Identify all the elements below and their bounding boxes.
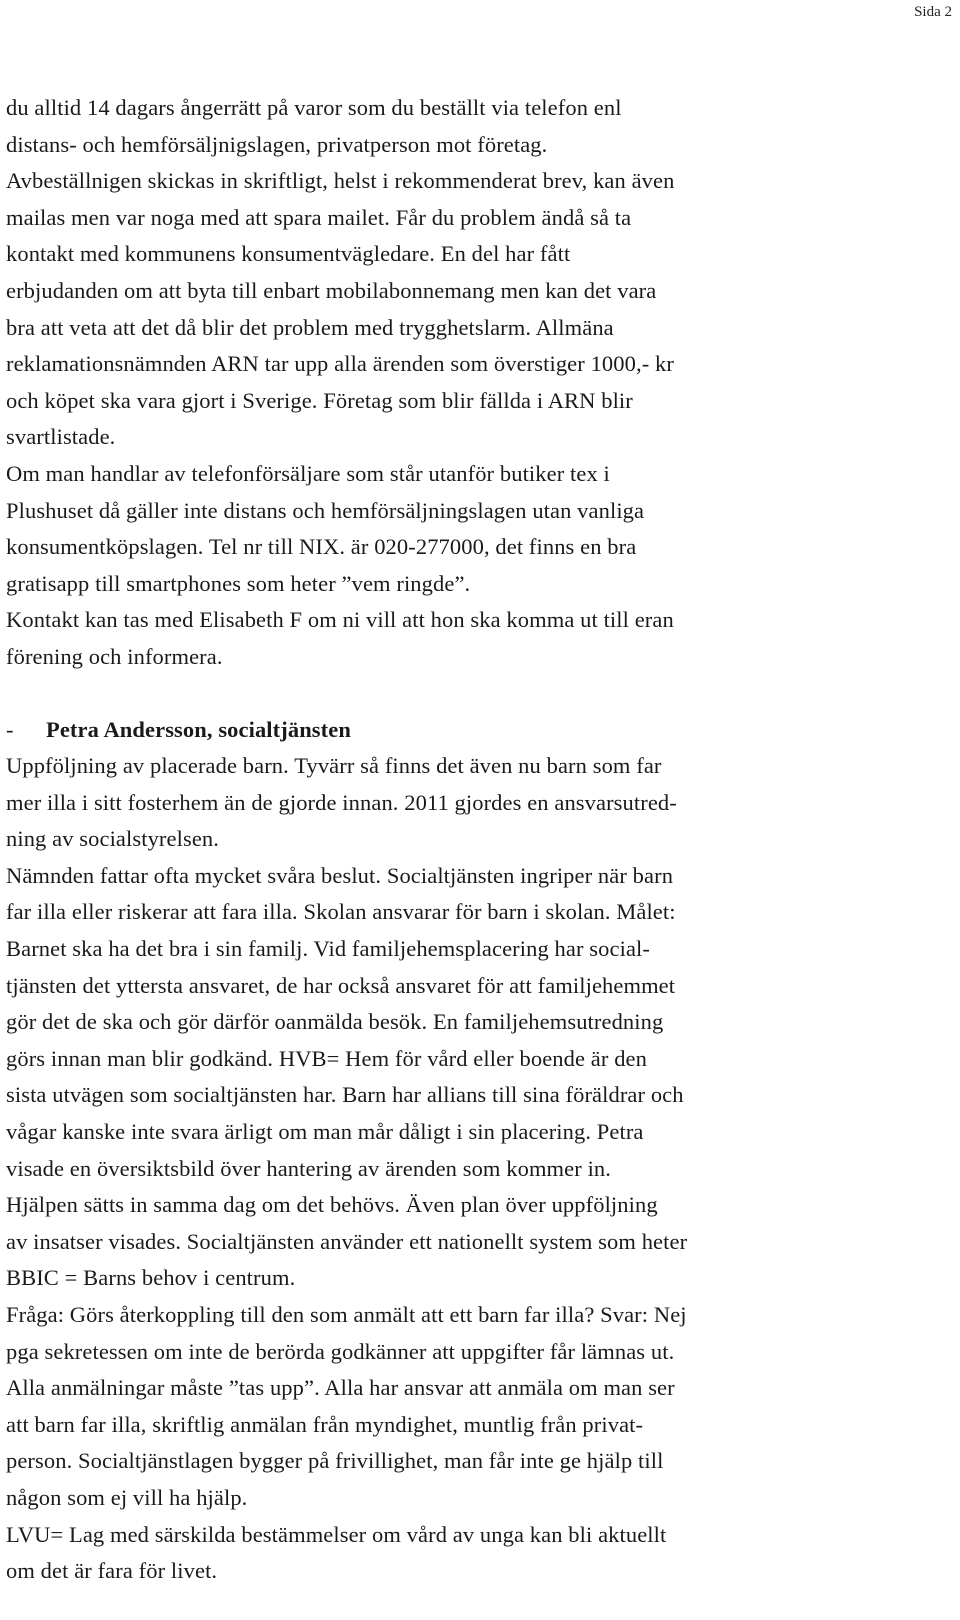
section-heading [6,712,950,749]
section-heading-title: Petra Andersson, socialtjänsten [46,716,351,742]
list-dash: - [6,716,14,742]
paragraph-board-decisions: Nämnden fattar ofta mycket svåra beslut. Socialtjänsten ingriper när barn far illa eller riskerar att fara illa. Skolan ansvarar för barn i skolan. Målet: Barnet ska ha det bra i sin familj. Vid familjehemsplacering har social- tjänsten det yttersta ansvaret, de har också ansvaret för att familjehemmet gör det de ska och gör därför oanmälda besök. En familjehemsutredning görs innan man blir godkänd. HVB= Hem för vård eller boende är den sista utvägen som socialtjänsten har. Barn har allians till sina föräldrar och vågar kanske inte svara ärligt om man mår dåligt i sin placering. Petra visade en översiktsbild över hantering av ärenden som kommer in. Hjälpen sätts in samma dag om det behövs. Även plan över uppföljning av insatser visades. Socialtjänsten använder ett nationellt system som heter BBIC = Barns behov i centrum. [6,862,688,1291]
paragraph-contact-info: Kontakt kan tas med Elisabeth F om ni vill att hon ska komma ut till eran förening och informera. [6,607,674,669]
paragraph-lvu: LVU= Lag med särskilda bestämmelser om vård av unga kan bli aktuellt om det är fara för livet. [6,1521,667,1584]
paragraph-consumer-rights: du alltid 14 dagars ångerrätt på varor som du beställt via telefon enl distans- och hemförsäljnigslagen, privatperson mot företag. Avbeställnigen skickas in skriftligt, helst i rekommenderat brev, kan även mailas men var noga med att spara mailet. Får du problem ändå så ta kontakt med kommunens konsumentvägledare. En del har fått erbjudanden om att byta till enbart mobilabonnemang men kan det vara bra att veta att det då blir det problem med trygghetslarm. Allmäna reklamationsnämnden ARN tar upp alla ärenden som överstiger 1000,- kr och köpet ska vara gjort i Sverige. Företag som blir fällda i ARN blir svartlistade. [6,95,675,450]
document-body [6,90,950,1590]
section-spacer [6,676,950,712]
page-number-label: Sida 2 [914,4,952,20]
paragraph-question-answer: Fråga: Görs återkoppling till den som anmält att ett barn far illa? Svar: Nej pga sekretessen om inte de berörda godkänner att uppgifter får lämnas ut. Alla anmälningar måste ”tas upp”. Alla har ansvar att anmäla om man ser att barn far illa, skriftlig anmälan från myndighet, muntlig från privat- person. Socialtjänstlagen bygger på frivillighet, man får inte ge hjälp till någon som ej vill ha hjälp. [6,1302,687,1510]
paragraph-telephone-sellers: Om man handlar av telefonförsäljare som står utanför butiker tex i Plushuset då gäller inte distans och hemförsäljningslagen utan vanliga konsumentköpslagen. Tel nr till NIX. är 020-277000, det finns en bra gratisapp till smartphones som heter ”vem ringde”. [6,460,645,596]
paragraph-placed-children: Uppföljning av placerade barn. Tyvärr så finns det även nu barn som far mer illa i sitt fosterhem än de gjorde innan. 2011 gjordes en ansvarsutred- ning av socialstyrelsen. [6,753,677,852]
